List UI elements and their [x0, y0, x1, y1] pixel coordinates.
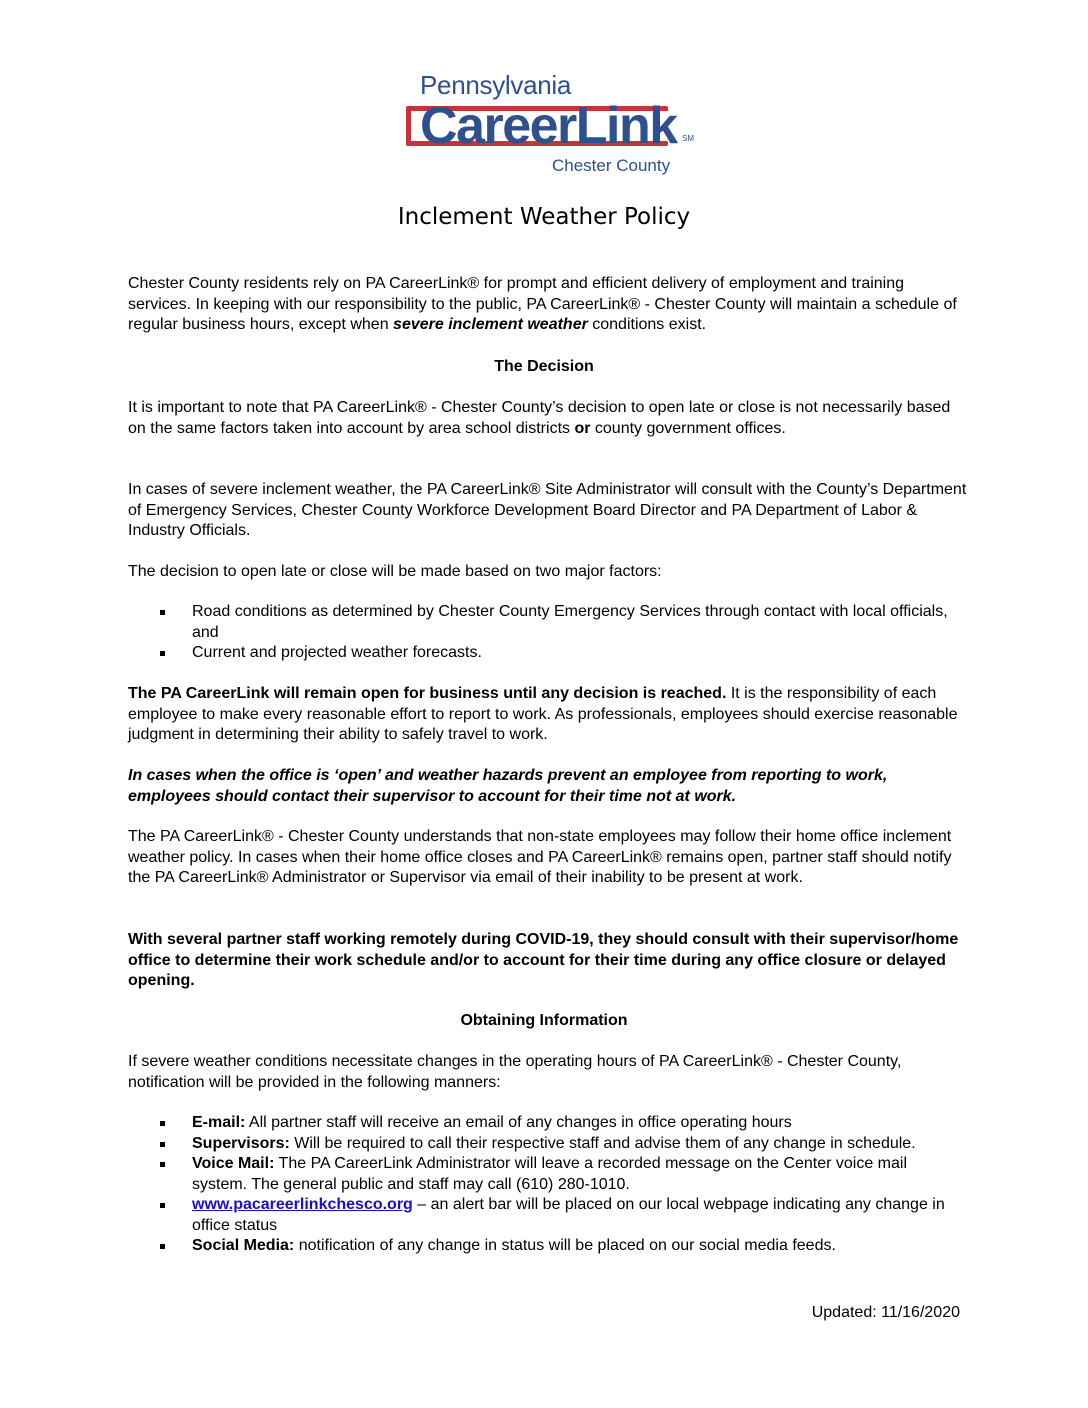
decision-p1-bold: or [574, 419, 591, 437]
logo-main-text: CareerLink [420, 97, 677, 155]
item-text: Will be required to call their respective staff and advise them of any change in schedule. [289, 1134, 916, 1152]
bullet-icon [160, 1121, 165, 1126]
page-title: Inclement Weather Policy [397, 204, 691, 230]
item-label: Supervisors: [192, 1134, 290, 1152]
item-text: The PA CareerLink Administrator will leave a recorded message on the Center voice mail system. The general public and staff may call (610) 280-1010. [192, 1155, 907, 1193]
list-item [160, 1154, 960, 1195]
item-label: E-mail: [192, 1114, 246, 1131]
decision-p1-text-2: county government offices. [590, 419, 786, 437]
item-text: All partner staff will receive an email of any changes in office operating hours [245, 1114, 792, 1131]
info-heading: Obtaining Information [460, 1012, 628, 1029]
decision-paragraph-7: With several partner staff working remotely during COVID-19, they should consult with their supervisor/home office to determine their work schedule and/or to account for their time during any office closure or delayed opening. [128, 931, 959, 989]
notification-list [160, 1113, 960, 1257]
logo-sm-mark: SM [682, 134, 694, 143]
item-label: Voice Mail: [192, 1155, 275, 1172]
decision-paragraph-6: The PA CareerLink® - Chester County understands that non-state employees may follow their home office inclement weather policy. In cases when their home office closes and PA CareerLink® remains open, partner staff should notify the PA CareerLink® Administrator or Supervisor via email of their inability to be present at work. [128, 828, 952, 886]
decision-paragraph-5: In cases when the office is ‘open’ and weather hazards prevent an employee from reporting to work, employees should contact their supervisor to account for their time not at work. [128, 767, 888, 805]
bullet-icon [160, 651, 165, 656]
info-intro: If severe weather conditions necessitate changes in the operating hours of PA CareerLink® - Chester County, notification will be provided in the following manners: [128, 1053, 902, 1091]
updated-date: Updated: 11/16/2020 [811, 1304, 960, 1321]
logo-wordmark [406, 97, 694, 156]
decision-heading: The Decision [494, 358, 594, 375]
decision-paragraph-1 [128, 398, 968, 439]
list-item [160, 1113, 960, 1134]
bullet-icon [160, 1162, 165, 1167]
decision-p1-text-1: It is important to note that PA CareerLink® - Chester County’s decision to open late or close is not necessarily based on the same factors taken into account by area school districts [128, 399, 951, 437]
decision-p4-bold: The PA CareerLink will remain open for business until any decision is reached. [128, 685, 727, 702]
decision-paragraph-3: The decision to open late or close will be made based on two major factors: [128, 563, 662, 580]
item-text: – an alert bar will be placed on our local webpage indicating any change in office status [192, 1196, 945, 1234]
factor-text: Current and projected weather forecasts. [192, 644, 482, 661]
intro-text-2: conditions exist. [587, 316, 707, 333]
factors-list [160, 602, 960, 664]
bullet-icon [160, 1142, 165, 1147]
decision-p4-text: It is the responsibility of each employee to make every reasonable effort to report to work. As professionals, employees should exercise reasonable judgment in determining their ability to safely travel to work. [128, 685, 958, 743]
decision-paragraph-2: In cases of severe inclement weather, the PA CareerLink® Site Administrator will consult with the County’s Department of Emergency Services, Chester County Workforce Development Board Director and PA Department of Labor & Industry Officials. [128, 481, 967, 539]
intro-emphasis: severe inclement weather [393, 316, 588, 333]
bullet-icon [160, 610, 165, 615]
list-item [160, 1134, 960, 1155]
intro-text-1: Chester County residents rely on PA CareerLink® for prompt and efficient delivery of employment and training services. In keeping with our responsibility to the public, PA CareerLink® - Chester County will maintain a schedule of regular business hours, except when [128, 275, 957, 333]
item-label: Social Media: [192, 1237, 295, 1254]
intro-paragraph [128, 274, 968, 336]
decision-paragraph-4 [128, 684, 968, 746]
item-text: notification of any change in status will be placed on our social media feeds. [294, 1237, 836, 1254]
careerlink-logo [400, 70, 694, 180]
bullet-icon [160, 1203, 165, 1208]
list-item [160, 643, 960, 664]
logo-county-text: Chester County [552, 156, 671, 175]
list-item [160, 1236, 960, 1257]
factor-text: Road conditions as determined by Chester County Emergency Services through contact with local officials, and [192, 603, 948, 641]
bullet-icon [160, 1244, 165, 1249]
logo-state-text: Pennsylvania [420, 70, 572, 100]
website-link[interactable]: www.pacareerlinkchesco.org [192, 1196, 413, 1213]
list-item [160, 1195, 960, 1236]
list-item [160, 602, 960, 643]
